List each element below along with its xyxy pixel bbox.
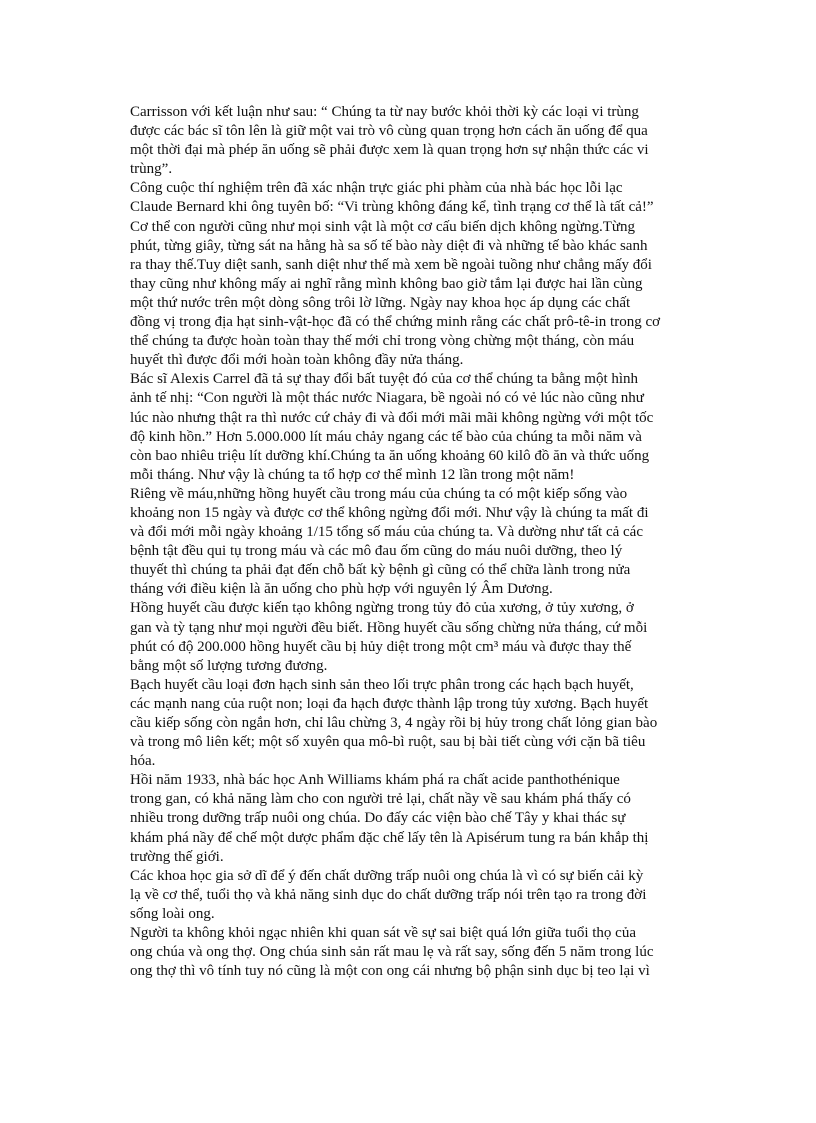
text-line: ong thợ thì vô tính tuy nó cũng là một con ong cái nhưng bộ phận sinh dục bị teo lại vì — [130, 963, 650, 980]
paragraph-williams-1933 — [130, 771, 686, 866]
paragraph-blood-renewal — [130, 485, 686, 600]
text-line: lúc nào nhưng thật ra thì nước cứ chảy đi và đổi mới mãi mãi không ngừng với một tốc — [130, 409, 654, 426]
text-line: hóa. — [130, 753, 156, 770]
text-line: khoảng non 15 ngày và được cơ thể không ngừng đổi mới. Như vậy là chúng ta mất đi — [130, 504, 649, 521]
text-line: Bạch huyết cầu loại đơn hạch sinh sản theo lối trực phân trong các hạch bạch huyết, — [130, 676, 634, 693]
text-line: lạ về cơ thể, tuổi thọ và khả năng sinh dục do chất dưỡng trấp nói trên tạo ra trong đời — [130, 886, 647, 903]
text-line: gan và tỳ tạng như mọi người đều biết. Hồng huyết cầu sống chừng nửa tháng, cứ mỗi — [130, 619, 648, 636]
text-line: ảnh tế nhị: “Con người là một thác nước Niagara, bề ngoài nó có vẻ lúc nào cũng như — [130, 390, 644, 407]
text-line: Hồi năm 1933, nhà bác học Anh Williams khám phá ra chất acide panthothénique — [130, 772, 620, 789]
text-line: thể chúng ta được hoàn toàn thay thế mới chỉ trong vòng chừng một tháng, còn máu — [130, 333, 635, 350]
text-line: Hồng huyết cầu được kiến tạo không ngừng trong tủy đỏ của xương, ở tủy xương, ở — [130, 600, 634, 617]
text-line: đồng vị trong địa hạt sinh-vật-học đã có thể chứng minh rằng các chất prô-tê-in trong cơ — [130, 314, 661, 331]
text-line: Người ta không khỏi ngạc nhiên khi quan sát về sự sai biệt quá lớn giữa tuổi thọ của — [130, 925, 636, 942]
document-body — [130, 103, 686, 981]
text-line: Các khoa học gia sở dĩ để ý đến chất dưỡng trấp nuôi ong chúa là vì có sự biến cải kỳ — [130, 867, 644, 884]
text-line: thuyết thì chúng ta phải đạt đến chỗ bất kỳ bệnh gì cũng có thể chữa lành trong nửa — [130, 562, 631, 579]
text-line: phút có độ 200.000 hồng huyết cầu bị hủy diệt trong một cm³ máu và được thay thế — [130, 638, 632, 655]
text-line: một thời đại mà phép ăn uống sẽ phải được xem là quan trọng hơn sự nhận thức các vi — [130, 142, 649, 159]
text-line: Carrisson với kết luận như sau: “ Chúng ta từ nay bước khỏi thời kỳ các loại vi trùng — [130, 104, 639, 120]
text-line: được các bác sĩ tôn lên là giữ một vai trò vô cùng quan trọng hơn cách ăn uống để qua — [130, 123, 648, 140]
text-line: phút, từng giây, từng sát na hằng hà sa số tế bào này diệt đi và những tế bào khác sanh — [130, 237, 648, 254]
text-line: nhiều trong dưỡng trấp nuôi ong chúa. Do đấy các viện bào chế Tây y khai thác sự — [130, 810, 626, 827]
text-line: Cơ thể con người cũng như mọi sinh vật là một cơ cấu biến dịch không ngừng.Từng — [130, 218, 635, 235]
text-line: Công cuộc thí nghiệm trên đã xác nhận trực giác phi phàm của nhà bác học lỗi lạc — [130, 180, 623, 197]
text-line: Bác sĩ Alexis Carrel đã tả sự thay đổi bất tuyệt đó của cơ thể chúng ta bằng một hình — [130, 371, 639, 388]
text-line: các mạnh nang của ruột non; loại đa hạch được thành lập trong tủy xương. Bạch huyết — [130, 695, 649, 712]
text-line: một thứ nước trên một dòng sông trôi lờ lững. Ngày nay khoa học áp dụng các chất — [130, 294, 631, 311]
text-line: mỗi tháng. Như vậy là chúng ta tổ hợp cơ thể mình 12 lần trong một năm! — [130, 466, 575, 483]
text-line: và đổi mới mỗi ngày khoảng 1/15 tổng số máu của chúng ta. Và dường như tất cả các — [130, 524, 643, 541]
text-line: khám phá nầy để chế một dược phẩm đặc chế lấy tên là Apisérum tung ra bán khắp thị — [130, 829, 649, 846]
text-line: ra thay thế.Tuy diệt sanh, sanh diệt như thế mà xem bề ngoài tuồng như chẳng mấy đổi — [130, 256, 652, 273]
paragraph-alexis-carrel — [130, 370, 686, 485]
text-line: và trong mô liên kết; một số xuyên qua mô-bì ruột, sau bị bài tiết cùng với cặn bã tiêu — [130, 734, 646, 751]
paragraph-queen-bee-lifespan — [130, 924, 686, 981]
text-line: thay cũng như không mấy ai nghĩ rằng mình không bao giờ tắm lại được hai lần cùng — [130, 275, 643, 292]
text-line: trong gan, có khả năng làm cho con người trẻ lại, chất nầy về sau khám phá thấy có — [130, 791, 631, 808]
text-line: huyết thì được đổi mới hoàn toàn không đầy nửa tháng. — [130, 352, 464, 369]
text-line: sống loài ong. — [130, 905, 215, 922]
text-line: Claude Bernard khi ông tuyên bố: “Vi trùng không đáng kể, tình trạng cơ thể là tất cả!” — [130, 199, 654, 216]
paragraph-body-renewal — [130, 218, 686, 371]
text-line: Riêng về máu,những hồng huyết cầu trong máu của chúng ta có một kiếp sống vào — [130, 485, 628, 502]
text-line: còn bao nhiêu triệu lít dưỡng khí.Chúng ta ăn uống khoảng 60 kilô đồ ăn và thức uống — [130, 447, 650, 464]
text-line: bệnh tật đều qui tụ trong máu và các mô đau ốm cũng do máu nuôi dưỡng, theo lý — [130, 543, 623, 560]
paragraph-white-blood-cells — [130, 676, 686, 771]
paragraph-red-blood-cells — [130, 599, 686, 675]
text-line: bằng một số lượng tương đương. — [130, 657, 328, 674]
text-line: trường thế giới. — [130, 848, 224, 865]
paragraph-claude-bernard — [130, 179, 686, 217]
text-line: tháng với điều kiện là ăn uống cho phù hợp với nguyên lý Âm Dương. — [130, 581, 553, 598]
text-line: ong chúa và ong thợ. Ong chúa sinh sản rất mau lẹ và rất say, sống đến 5 năm trong lúc — [130, 944, 654, 961]
text-line: trùng”. — [130, 161, 173, 178]
paragraph-carrisson-quote — [130, 103, 686, 179]
text-line: cầu kiếp sống còn ngắn hơn, chỉ lâu chừng 3, 4 ngày rồi bị hủy trong chất lỏng gian bào — [130, 715, 658, 731]
text-line: độ kinh hồn.” Hơn 5.000.000 lít máu chảy ngang các tế bào của chúng ta mỗi năm và — [130, 428, 642, 445]
paragraph-royal-jelly — [130, 867, 686, 924]
